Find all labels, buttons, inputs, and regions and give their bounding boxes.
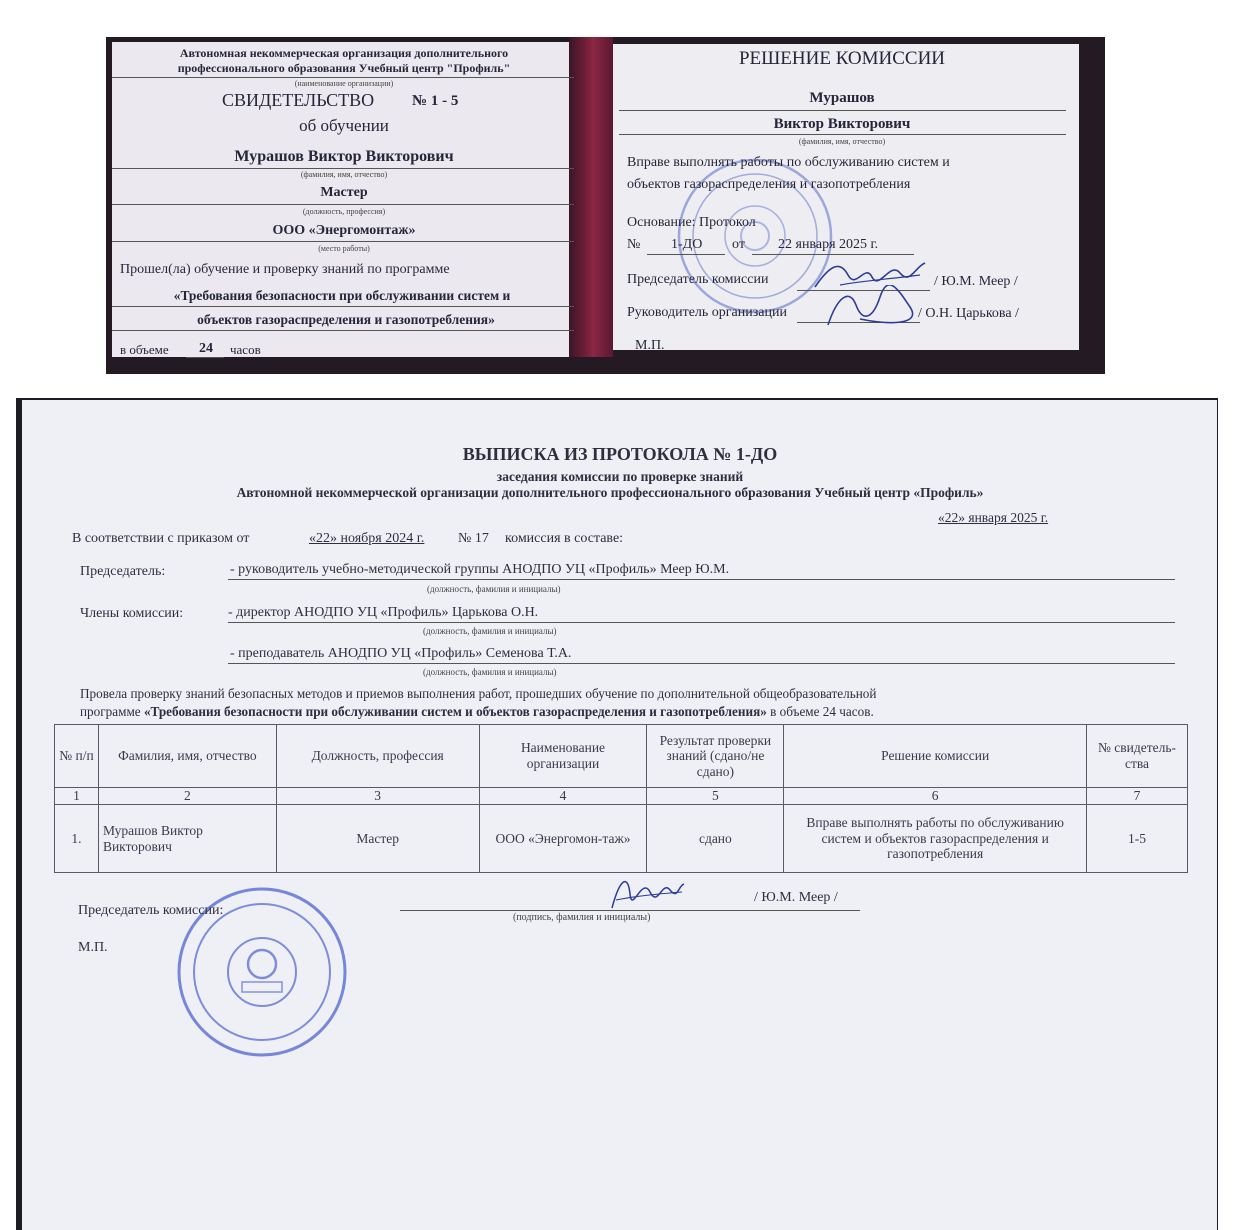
cert-org-caption: (наименование организации) <box>294 79 394 88</box>
decision-chair-name: / Ю.М. Меер / <box>934 274 1018 289</box>
order-text: В соответствии с приказом от <box>72 531 250 546</box>
decision-right-line1: Вправе выполнять работы по обслуживанию систем и <box>627 155 950 170</box>
header-cell: № свидетель-ства <box>1087 725 1188 788</box>
order-tail: комиссия в составе: <box>505 531 624 546</box>
decision-head-label: Руководитель организации <box>627 305 787 320</box>
header-cell: Должность, профессия <box>276 725 479 788</box>
cert-title: СВИДЕТЕЛЬСТВО <box>222 90 375 110</box>
cert-subtitle: об обучении <box>299 116 389 135</box>
cert-name-caption: (фамилия, имя, отчество) <box>300 170 388 179</box>
header-cell: Наименование организации <box>479 725 647 788</box>
row-name-cell: Мурашов Виктор Викторович <box>98 805 276 873</box>
cert-program-line2: объектов газораспределения и газопотребления» <box>197 312 495 327</box>
underline <box>647 254 725 255</box>
member-2: - преподаватель АНОДПО УЦ «Профиль» Семенова Т.А. <box>230 646 572 661</box>
protocol-body-line2 <box>80 704 874 720</box>
member-2-caption: (должность, фамилия и инициалы) <box>423 667 557 677</box>
divider <box>112 204 574 205</box>
decision-protocol-date: 22 января 2025 г. <box>778 237 879 252</box>
sign-caption: (подпись, фамилия и инициалы) <box>513 912 651 923</box>
underline <box>228 622 1175 623</box>
cert-volume-label: в объеме <box>120 342 169 357</box>
header-cell: Результат проверки знаний (сдано/не сдано) <box>647 725 784 788</box>
cert-org-line1: Автономная некоммерческая организация дополнительного <box>179 46 509 60</box>
decision-chair-label: Председатель комиссии <box>627 272 769 287</box>
decision-right-line2: объектов газораспределения и газопотребления <box>627 177 911 192</box>
member-1: - директор АНОДПО УЦ «Профиль» Царькова О.Н. <box>228 605 539 620</box>
head-signature <box>820 285 920 333</box>
number-cell: 5 <box>647 788 784 805</box>
number-cell: 7 <box>1087 788 1188 805</box>
divider <box>112 241 574 242</box>
booklet-cover-spine <box>569 37 613 357</box>
decision-no-label: № <box>627 237 641 252</box>
order-date: «22» ноября 2024 г. <box>309 531 425 546</box>
protocol-date: «22» января 2025 г. <box>938 510 1049 525</box>
row-decision-cell: Вправе выполнять работы по обслуживанию систем и объектов газораспределения и газопотребления <box>784 805 1087 873</box>
header-cell: Фамилия, имя, отчество <box>98 725 276 788</box>
chair-value: - руководитель учебно-методической группы АНОДПО УЦ «Профиль» Меер Ю.М. <box>230 562 730 577</box>
protocol-subtitle: заседания комиссии по проверке знаний <box>496 469 744 484</box>
divider <box>112 330 574 331</box>
row-certificate-cell: 1-5 <box>1087 805 1188 873</box>
divider <box>112 77 574 78</box>
body-program-volume: в объеме 24 часов. <box>770 704 874 719</box>
cert-program-line1: «Требования безопасности при обслуживании систем и <box>173 288 511 303</box>
protocol-body-line1: Провела проверку знаний безопасных методов и приемов выполнения работ, прошедших обучение по дополнительной общеобразовательной <box>80 686 877 701</box>
row-organization-cell: ООО «Энергомон-таж» <box>479 805 647 873</box>
decision-name-caption: (фамилия, имя, отчество) <box>798 137 886 146</box>
order-number: № 17 <box>458 531 489 546</box>
table-header-row <box>55 725 1188 788</box>
chair-label: Председатель: <box>80 564 166 579</box>
cert-volume-hours: 24 <box>199 341 213 356</box>
decision-protocol-no: 1-ДО <box>671 237 703 252</box>
divider <box>112 306 574 307</box>
number-cell: 4 <box>479 788 647 805</box>
decision-from-label: от <box>732 237 745 252</box>
protocol-org: Автономной некоммерческой организации дополнительного профессионального образования Учебный центр «Профиль» <box>236 485 984 500</box>
decision-surname: Мурашов <box>809 90 875 106</box>
member-1-caption: (должность, фамилия и инициалы) <box>423 626 557 636</box>
cert-workplace-caption: (место работы) <box>318 244 370 253</box>
members-label: Члены комиссии: <box>80 606 184 621</box>
decision-title: РЕШЕНИЕ КОМИССИИ <box>738 48 946 69</box>
cert-volume-unit: часов <box>230 342 261 357</box>
header-cell: № п/п <box>55 725 99 788</box>
number-cell: 6 <box>784 788 1087 805</box>
chair-sign-label: Председатель комиссии: <box>78 903 224 918</box>
header-cell: Решение комиссии <box>784 725 1087 788</box>
table-row <box>55 805 1188 873</box>
cert-position-caption: (должность, профессия) <box>302 207 386 216</box>
cert-org-line2: профессионального образования Учебный центр "Профиль" <box>177 61 511 75</box>
divider <box>619 110 1066 111</box>
number-cell: 2 <box>98 788 276 805</box>
row-result-cell: сдано <box>647 805 784 873</box>
underline <box>228 579 1175 580</box>
divider <box>112 168 574 169</box>
cert-full-name: Мурашов Виктор Викторович <box>234 148 454 165</box>
chair-sign-name: / Ю.М. Меер / <box>754 890 838 905</box>
protocol-title: ВЫПИСКА ИЗ ПРОТОКОЛА № 1-ДО <box>462 444 778 464</box>
underline <box>186 357 224 358</box>
number-cell: 3 <box>276 788 479 805</box>
decision-head-name: / О.Н. Царькова / <box>918 306 1019 321</box>
protocol-table <box>54 724 1188 873</box>
cert-number: № 1 - 5 <box>412 93 459 109</box>
row-position-cell: Мастер <box>276 805 479 873</box>
cert-workplace: ООО «Энергомонтаж» <box>272 223 416 238</box>
decision-basis-label: Основание: Протокол <box>627 215 756 230</box>
decision-seal-label: М.П. <box>635 338 665 353</box>
cert-training-text: Прошел(ла) обучение и проверку знаний по программе <box>120 262 450 277</box>
number-cell: 1 <box>55 788 99 805</box>
body-program-prefix: программе <box>80 704 141 719</box>
table-number-row <box>55 788 1188 805</box>
chair-caption: (должность, фамилия и инициалы) <box>427 584 561 594</box>
row-number-cell: 1. <box>55 805 99 873</box>
cert-position: Мастер <box>320 185 368 200</box>
divider <box>619 134 1066 135</box>
body-program-name: «Требования безопасности при обслуживании систем и объектов газораспределения и газопотребления» <box>143 704 767 719</box>
chair-signature <box>606 870 686 914</box>
underline <box>228 663 1175 664</box>
seal-label: М.П. <box>78 940 108 955</box>
decision-given-names: Виктор Викторович <box>773 116 911 132</box>
